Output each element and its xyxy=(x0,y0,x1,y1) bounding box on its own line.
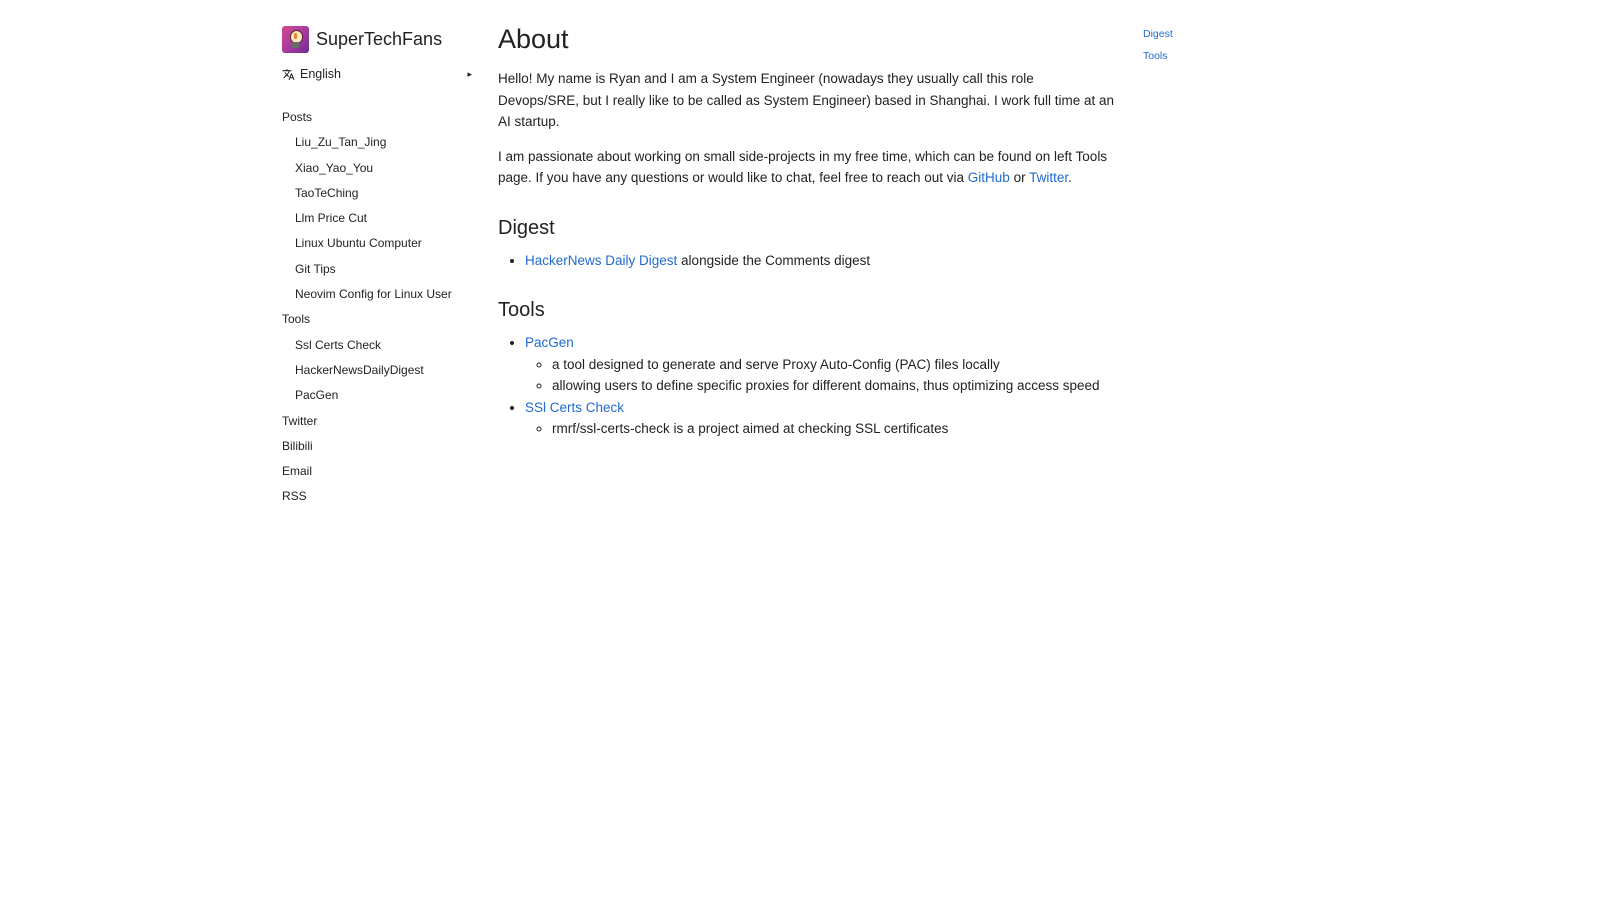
sidebar-link[interactable]: Llm Price Cut xyxy=(295,211,368,226)
digest-item-text: alongside the Comments digest xyxy=(677,252,871,268)
pacgen-sublist xyxy=(525,354,1118,397)
list-item xyxy=(525,332,1118,397)
caret-right-icon: ▸ xyxy=(467,68,472,79)
page-title: About xyxy=(498,24,569,54)
contact-text: I am passionate about working on small side-projects in my free time, which can be found on left Tools page. If you have any questions or would like to chat, feel free to reach out via xyxy=(498,148,1108,185)
sidebar-item-neovim-config xyxy=(282,282,474,307)
sidebar-link[interactable]: HackerNewsDailyDigest xyxy=(295,362,424,377)
sidebar-item-tools xyxy=(282,307,474,332)
sidebar-item-email xyxy=(282,459,474,484)
sidebar-link[interactable]: Linux Ubuntu Computer xyxy=(295,236,422,251)
contact-paragraph xyxy=(498,146,1118,189)
sidebar-link[interactable]: Posts xyxy=(282,110,313,124)
main-content xyxy=(498,21,1118,440)
sidebar-item-ssl-certs-check xyxy=(282,333,474,358)
sidebar-item-posts xyxy=(282,105,474,130)
sidebar-item-llm-price-cut xyxy=(282,206,474,231)
toc-item-tools[interactable]: Tools xyxy=(1143,50,1168,62)
translate-icon xyxy=(282,68,295,81)
language-label: English xyxy=(300,67,341,81)
list-item xyxy=(525,397,1118,440)
brand-link[interactable] xyxy=(282,25,474,54)
sidebar-link[interactable]: Email xyxy=(282,464,313,479)
intro-paragraph: Hello! My name is Ryan and I am a System Engineer (nowadays they usually call this role Devops/SRE, but I really like to be called as System Engineer) based in Shanghai. I work full time at an AI startup. xyxy=(498,71,1115,129)
sidebar-item-liu-zu-tan-jing xyxy=(282,130,474,155)
digest-list xyxy=(498,250,1118,272)
github-link[interactable]: GitHub xyxy=(967,170,1010,185)
sidebar-link[interactable]: Liu_Zu_Tan_Jing xyxy=(295,135,387,150)
sidebar-link[interactable]: Ssl Certs Check xyxy=(295,337,382,352)
site-name: SuperTechFans xyxy=(316,29,443,49)
sidebar-link[interactable]: Bilibili xyxy=(282,438,313,453)
hackernews-digest-link[interactable]: HackerNews Daily Digest xyxy=(525,252,678,268)
digest-heading: Digest xyxy=(498,216,555,239)
table-of-contents xyxy=(1143,23,1263,67)
language-selector[interactable] xyxy=(282,64,474,84)
sidebar-link[interactable]: RSS xyxy=(282,489,307,504)
sidebar-item-twitter xyxy=(282,409,474,434)
sidebar-item-linux-ubuntu-computer xyxy=(282,231,474,256)
twitter-link[interactable]: Twitter xyxy=(1029,170,1069,185)
sidebar-link[interactable]: Tools xyxy=(282,312,311,327)
lightbulb-logo-icon xyxy=(282,26,309,53)
list-item xyxy=(525,250,1118,272)
ssl-sublist xyxy=(525,418,1118,440)
tools-heading: Tools xyxy=(498,299,545,321)
sidebar-item-bilibili xyxy=(282,434,474,459)
list-item: ◦ rmrf/ssl-certs-check is a project aimed at checking SSL certificates xyxy=(552,418,1118,440)
pacgen-link[interactable]: PacGen xyxy=(525,335,574,350)
sidebar-item-xiao-yao-you xyxy=(282,156,474,181)
sidebar-item-git-tips xyxy=(282,257,474,282)
sidebar-link[interactable]: Git Tips xyxy=(295,261,336,276)
ssl-certs-check-link[interactable]: SSl Certs Check xyxy=(525,399,625,415)
sidebar-item-hackernewsdailydigest xyxy=(282,358,474,383)
contact-or-text: or xyxy=(1009,170,1030,185)
sidebar-item-taoteching xyxy=(282,181,474,206)
sidebar-link[interactable]: PacGen xyxy=(295,388,339,403)
list-item: ◦ allowing users to define specific proxies for different domains, thus optimizing access speed xyxy=(552,375,1118,397)
sidebar-link[interactable]: Twitter xyxy=(282,413,318,428)
sidebar-menu xyxy=(282,105,474,510)
contact-period: . xyxy=(1068,170,1072,185)
sidebar xyxy=(282,25,474,510)
sidebar-item-rss xyxy=(282,484,474,509)
toc-item-digest[interactable]: Digest xyxy=(1143,28,1173,40)
sidebar-item-pacgen xyxy=(282,383,474,408)
sidebar-link[interactable]: Neovim Config for Linux User xyxy=(295,287,452,302)
tools-list xyxy=(498,332,1118,440)
sidebar-link[interactable]: Xiao_Yao_You xyxy=(295,160,374,175)
list-item: ◦ a tool designed to generate and serve Proxy Auto-Config (PAC) files locally xyxy=(552,354,1118,376)
sidebar-link[interactable]: TaoTeChing xyxy=(295,185,359,200)
